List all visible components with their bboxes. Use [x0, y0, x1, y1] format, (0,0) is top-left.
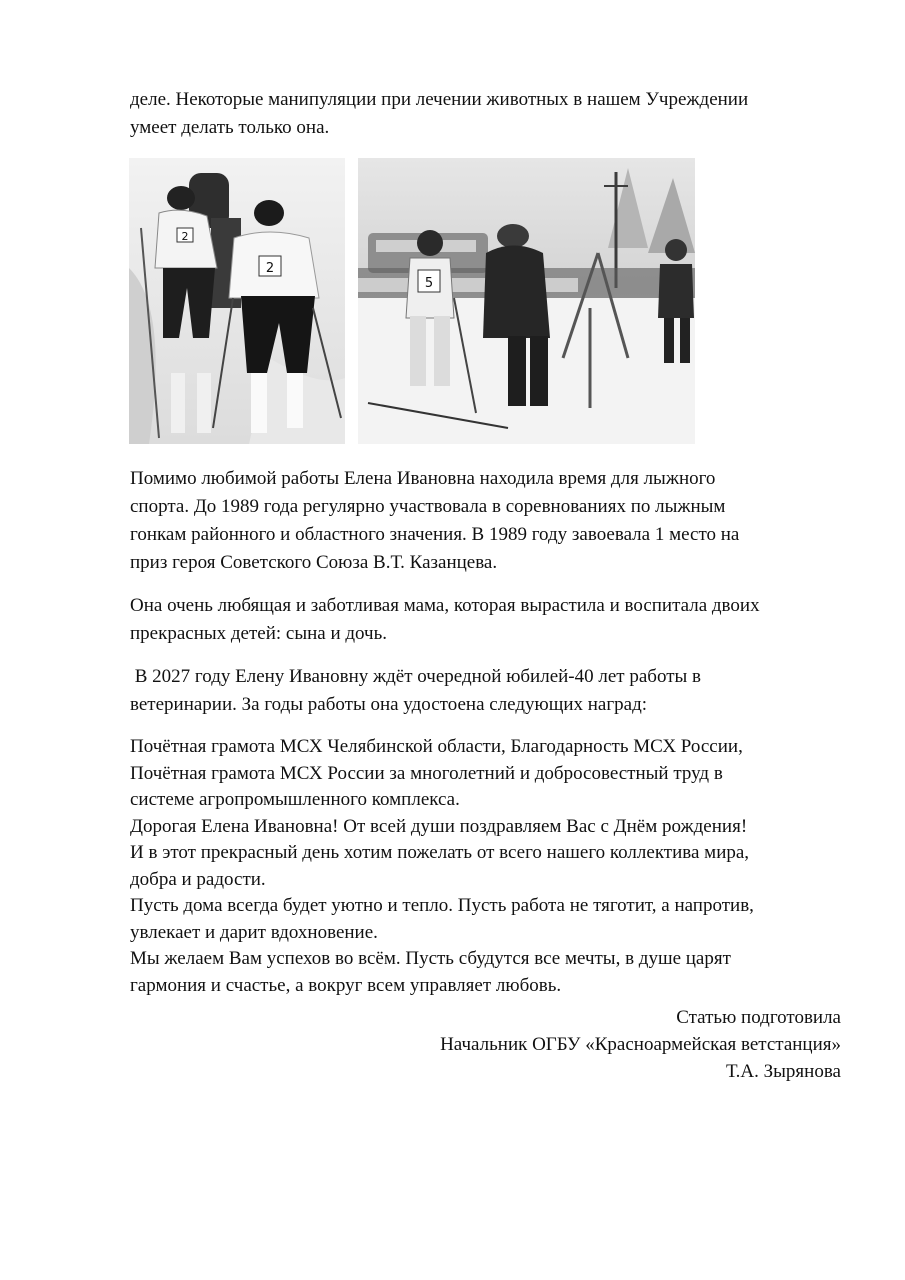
p4-line-6: добра и радости. [130, 868, 266, 890]
signature-block [440, 1004, 841, 1085]
p3-line-1: В 2027 году Елену Ивановну ждёт очередной юбилей-40 лет работы в [130, 666, 701, 687]
p4-line-3: системе агропромышленного комплекса. [130, 789, 460, 810]
signature-position: Начальник ОГБУ «Красноармейская ветстанция» [440, 1034, 841, 1055]
p4-line-4: Дорогая Елена Ивановна! От всей души поздравляем Вас с Днём рождения! [130, 815, 748, 837]
skier-bib-number: 5 [424, 276, 434, 291]
skier2-bib-number: 2 [265, 261, 275, 276]
p4-line-8: увлекает и дарит вдохновение. [130, 921, 378, 943]
p1-line-4: приз героя Советского Союза В.Т. Казанцева. [130, 552, 498, 573]
photo-two-skiers [129, 158, 345, 444]
p4-line-9: Мы желаем Вам успехов во всём. Пусть сбудутся все мечты, в душе царят [130, 948, 731, 969]
p2-line-1: Она очень любящая и заботливая мама, которая вырастила и воспитала двоих [130, 595, 760, 616]
intro-line-1: деле. Некоторые манипуляции при лечении животных в нашем Учреждении [130, 89, 749, 110]
skier1-bib-number: 2 [181, 230, 189, 243]
signature-author-name: Т.А. Зырянова [725, 1061, 841, 1082]
p4-line-10: гармония и счастье, а вокруг всем управляет любовь. [130, 974, 562, 996]
p4-line-2: Почётная грамота МСХ России за многолетний и добросовестный труд в [130, 762, 723, 784]
p1-line-3: гонкам районного и областного значения. В 1989 году завоевала 1 место на [130, 524, 740, 545]
paragraph-ski-sport [130, 465, 850, 577]
p1-line-2: спорта. До 1989 года регулярно участвовала в соревнованиях по лыжным [130, 496, 726, 517]
intro-paragraph [130, 86, 850, 142]
signature-prepared-by: Статью подготовила [676, 1007, 841, 1028]
paragraph-jubilee [130, 663, 850, 719]
p2-line-2: прекрасных детей: сына и дочь. [130, 623, 388, 644]
paragraph-family [130, 592, 850, 648]
p4-line-1: Почётная грамота МСХ Челябинской области, Благодарность МСХ России, [130, 736, 743, 757]
paragraph-awards-wishes [130, 734, 850, 999]
p4-line-7: Пусть дома всегда будет уютно и тепло. Пусть работа не тяготит, а напротив, [130, 895, 754, 916]
p1-line-1: Помимо любимой работы Елена Ивановна находила время для лыжного [130, 468, 716, 489]
photo-ski-race [358, 158, 695, 444]
p3-line-2: ветеринарии. За годы работы она удостоена следующих наград: [130, 694, 648, 715]
intro-line-2: умеет делать только она. [130, 117, 330, 138]
p4-line-5: И в этот прекрасный день хотим пожелать от всего нашего коллектива мира, [130, 842, 750, 863]
